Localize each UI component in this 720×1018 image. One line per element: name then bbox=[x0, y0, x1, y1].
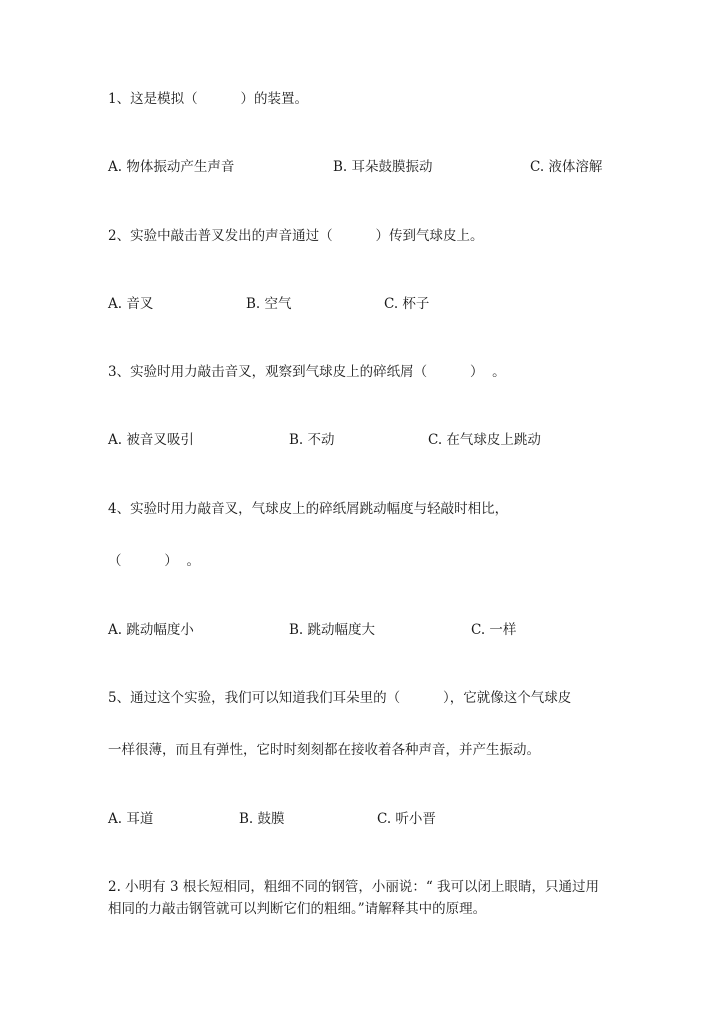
question-4-option-b: B. 跳动幅度大 bbox=[289, 622, 376, 638]
question-2-option-b: B. 空气 bbox=[246, 296, 292, 312]
question-2-text: 2、实验中敲击普叉发出的声音通过（ ）传到气球皮上。 bbox=[108, 228, 484, 244]
question-5-option-b: B. 鼓膜 bbox=[239, 811, 285, 827]
question-5-option-a: A. 耳道 bbox=[108, 811, 154, 827]
question-3-option-b: B. 不动 bbox=[289, 432, 335, 448]
question-3-option-a: A. 被音叉吸引 bbox=[108, 432, 194, 448]
question-2-option-c: C. 杯子 bbox=[384, 296, 430, 312]
question-1-text: 1、这是模拟（ ）的装置。 bbox=[108, 91, 309, 107]
question-5-option-c: C. 听小晋 bbox=[377, 811, 436, 827]
question-1-option-b: B. 耳朵鼓膜振动 bbox=[333, 159, 433, 175]
question-5-text-continued: 一样很薄，而且有弹性，它时时刻刻都在接收着各种声音，并产生振动。 bbox=[108, 742, 540, 758]
question-1-option-a: A. 物体振动产生声音 bbox=[108, 159, 235, 175]
short-answer-question: 2. 小明有 3 根长短相同，粗细不同的钢管，小丽说：“ 我可以闭上眼睛，只通过用相同的力敲击钢管就可以判断它们的粗细。”请解释其中的原理。 bbox=[108, 879, 600, 917]
question-3-text: 3、实验时用力敲击音叉，观察到气球皮上的碎纸屑（ ） 。 bbox=[108, 364, 506, 380]
question-2-option-a: A. 音叉 bbox=[108, 296, 154, 312]
question-1-option-c: C. 液体溶解 bbox=[530, 159, 603, 175]
question-4-text: 4、实验时用力敲音叉，气球皮上的碎纸屑跳动幅度与轻敲时相比， bbox=[108, 501, 509, 517]
question-4-option-a: A. 跳动幅度小 bbox=[108, 622, 194, 638]
question-4-option-c: C. 一样 bbox=[471, 622, 517, 638]
question-4-text-continued: （ ） 。 bbox=[108, 553, 200, 569]
question-3-option-c: C. 在气球皮上跳动 bbox=[428, 432, 541, 448]
question-5-text: 5、通过这个实验，我们可以知道我们耳朵里的（ ），它就像这个气球皮 bbox=[108, 690, 572, 706]
